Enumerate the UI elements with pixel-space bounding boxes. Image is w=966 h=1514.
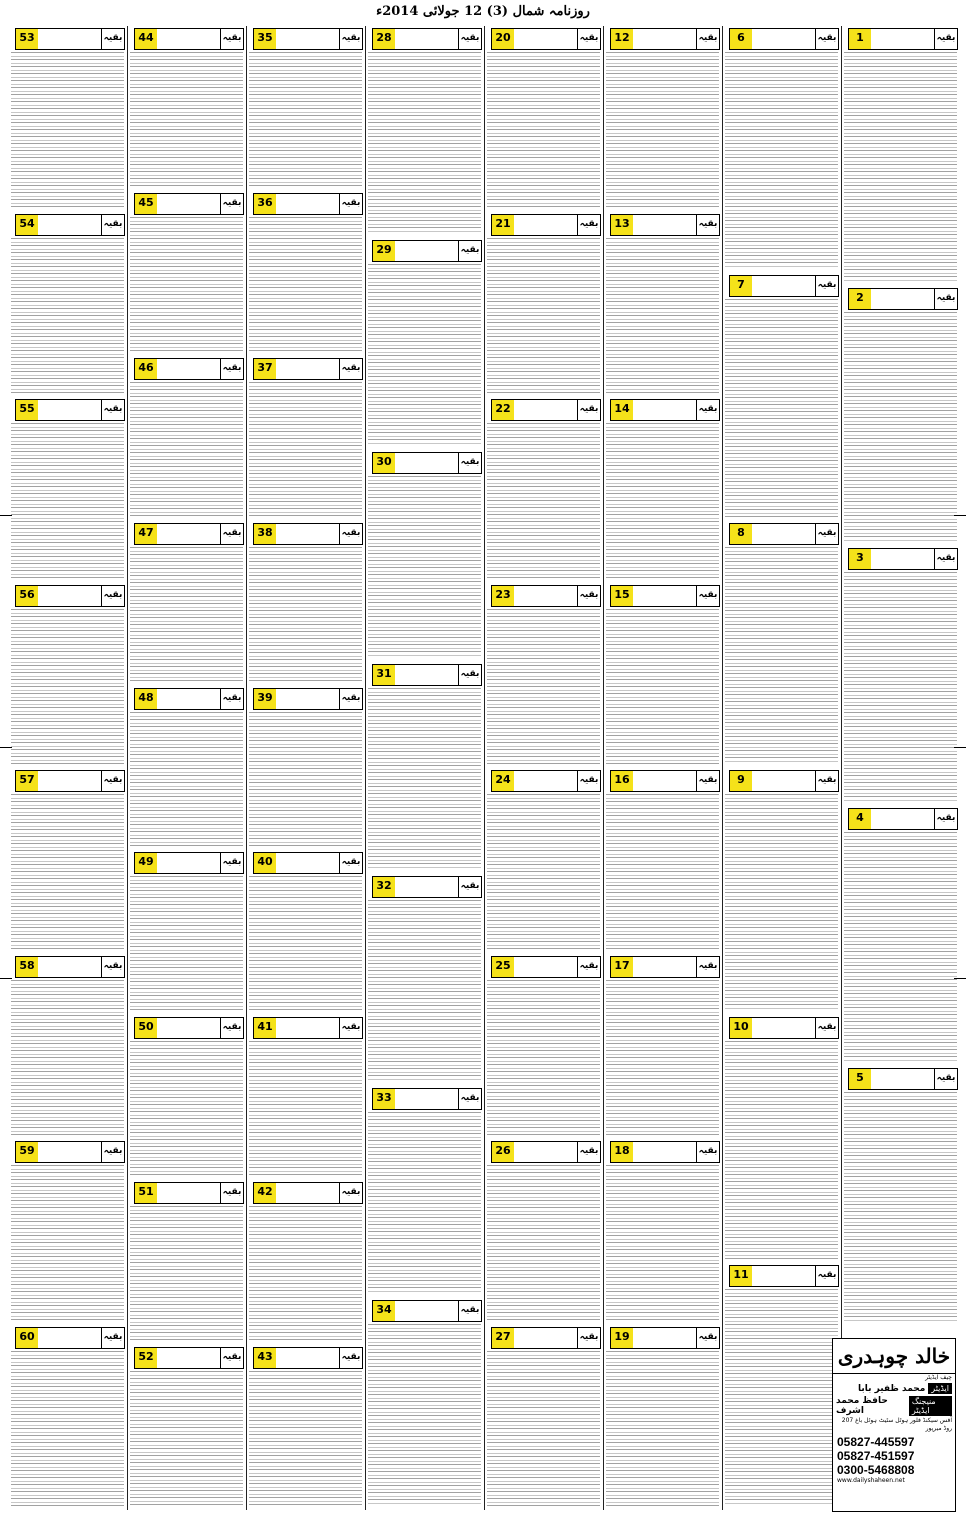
article-text-block — [130, 712, 243, 847]
article-text-block — [487, 980, 600, 1136]
continuation-number: 43 — [254, 1348, 276, 1368]
continuation-tab — [848, 1068, 958, 1090]
continuation-number: 49 — [135, 853, 157, 873]
article-text-block — [249, 52, 362, 187]
continuation-tab — [134, 852, 244, 874]
masthead-title: روزنامہ شمال (3) 12 جولائی 2014ء — [376, 4, 590, 19]
article-text-block — [130, 547, 243, 682]
continuation-label: بقیہ — [934, 289, 957, 309]
article-text-block — [725, 52, 838, 269]
article-text-block — [368, 264, 481, 446]
continuation-tab — [253, 852, 363, 874]
continuation-label: بقیہ — [934, 1069, 957, 1089]
managing-editor-name: حافظ محمد اشرف — [836, 1396, 888, 1416]
article-text-block — [249, 1206, 362, 1341]
continuation-label: بقیہ — [696, 771, 719, 791]
article-text-block — [249, 1371, 362, 1506]
continuation-tab — [610, 399, 720, 421]
article-text-block — [130, 1041, 243, 1176]
continuation-tab — [134, 1017, 244, 1039]
article-text-block — [249, 382, 362, 517]
continuation-label: بقیہ — [101, 215, 124, 235]
column-c2 — [722, 26, 841, 1510]
crop-mark — [954, 515, 966, 516]
continuation-label: بقیہ — [696, 1328, 719, 1348]
continuation-label: بقیہ — [339, 29, 362, 49]
article-text-block — [368, 900, 481, 1082]
continuation-number: 6 — [730, 29, 752, 49]
article-text-block — [11, 794, 124, 950]
article-text-block — [606, 609, 719, 765]
continuation-label: بقیہ — [696, 215, 719, 235]
continuation-number: 23 — [492, 586, 514, 606]
continuation-label: بقیہ — [934, 809, 957, 829]
article-text-block — [11, 423, 124, 579]
continuation-label: بقیہ — [696, 1142, 719, 1162]
continuation-label: بقیہ — [220, 1018, 243, 1038]
continuation-label: بقیہ — [458, 241, 481, 261]
continuation-label: بقیہ — [101, 29, 124, 49]
continuation-tab — [491, 1141, 601, 1163]
continuation-label: بقیہ — [339, 1183, 362, 1203]
continuation-number: 9 — [730, 771, 752, 791]
continuation-number: 37 — [254, 359, 276, 379]
continuation-number: 44 — [135, 29, 157, 49]
article-text-block — [249, 1041, 362, 1176]
continuation-number: 32 — [373, 877, 395, 897]
continuation-tab — [372, 1088, 482, 1110]
column-rule — [603, 26, 604, 1510]
article-text-block — [11, 609, 124, 765]
continuation-label: بقیہ — [934, 549, 957, 569]
continuation-number: 3 — [849, 549, 871, 569]
article-text-block — [249, 217, 362, 352]
continuation-tab — [610, 214, 720, 236]
continuation-tab — [372, 28, 482, 50]
continuation-number: 54 — [16, 215, 38, 235]
crop-mark — [0, 978, 12, 979]
continuation-number: 56 — [16, 586, 38, 606]
continuation-label: بقیہ — [577, 29, 600, 49]
continuation-number: 1 — [849, 29, 871, 49]
continuation-tab — [134, 28, 244, 50]
continuation-tab — [848, 548, 958, 570]
continuation-number: 29 — [373, 241, 395, 261]
continuation-label: بقیہ — [577, 400, 600, 420]
article-text-block — [606, 52, 719, 208]
article-text-block — [844, 572, 957, 802]
continuation-tab — [253, 523, 363, 545]
column-rule — [365, 26, 366, 1510]
continuation-tab — [253, 1017, 363, 1039]
continuation-tab — [491, 585, 601, 607]
continuation-label: بقیہ — [696, 957, 719, 977]
continuation-label: بقیہ — [458, 1301, 481, 1321]
article-text-block — [368, 1324, 481, 1506]
column-c8 — [8, 26, 127, 1510]
continuation-label: بقیہ — [220, 524, 243, 544]
continuation-number: 42 — [254, 1183, 276, 1203]
continuation-number: 19 — [611, 1328, 633, 1348]
editor-row — [833, 1382, 955, 1395]
continuation-label: بقیہ — [339, 194, 362, 214]
continuation-number: 11 — [730, 1266, 752, 1286]
continuation-tab — [491, 956, 601, 978]
article-text-block — [11, 980, 124, 1136]
article-text-block — [11, 52, 124, 208]
continuation-number: 2 — [849, 289, 871, 309]
column-rule — [484, 26, 485, 1510]
continuation-tab — [15, 1141, 125, 1163]
article-text-block — [844, 832, 957, 1062]
continuation-number: 60 — [16, 1328, 38, 1348]
article-text-block — [844, 52, 957, 282]
continuation-tab — [372, 452, 482, 474]
article-text-block — [249, 547, 362, 682]
continuation-tab — [372, 876, 482, 898]
crop-mark — [954, 978, 966, 979]
continuation-label: بقیہ — [339, 524, 362, 544]
continuation-label: بقیہ — [577, 771, 600, 791]
continuation-tab — [253, 1182, 363, 1204]
article-text-block — [368, 52, 481, 234]
continuation-label: بقیہ — [339, 1018, 362, 1038]
article-text-block — [606, 423, 719, 579]
continuation-label: بقیہ — [339, 853, 362, 873]
imprint-box — [832, 1338, 956, 1512]
continuation-tab — [848, 288, 958, 310]
article-text-block — [368, 1112, 481, 1294]
continuation-tab — [610, 956, 720, 978]
article-text-block — [606, 794, 719, 950]
continuation-tab — [729, 1017, 839, 1039]
continuation-tab — [15, 399, 125, 421]
crop-mark — [0, 515, 12, 516]
article-text-block — [249, 712, 362, 847]
continuation-number: 59 — [16, 1142, 38, 1162]
continuation-tab — [610, 585, 720, 607]
article-text-block — [130, 217, 243, 352]
column-rule — [127, 26, 128, 1510]
continuation-number: 16 — [611, 771, 633, 791]
continuation-tab — [729, 275, 839, 297]
continuation-tab — [253, 358, 363, 380]
phone-number: 0300-5468808 — [837, 1463, 915, 1477]
continuation-number: 48 — [135, 689, 157, 709]
continuation-label: بقیہ — [101, 1328, 124, 1348]
article-text-block — [725, 794, 838, 1011]
continuation-number: 51 — [135, 1183, 157, 1203]
article-text-block — [487, 794, 600, 950]
newspaper-page — [8, 26, 960, 1510]
continuation-number: 7 — [730, 276, 752, 296]
article-text-block — [844, 312, 957, 542]
continuation-number: 15 — [611, 586, 633, 606]
continuation-number: 22 — [492, 400, 514, 420]
continuation-number: 47 — [135, 524, 157, 544]
continuation-tab — [610, 1327, 720, 1349]
continuation-number: 36 — [254, 194, 276, 214]
article-text-block — [487, 52, 600, 208]
continuation-number: 4 — [849, 809, 871, 829]
continuation-label: بقیہ — [458, 877, 481, 897]
continuation-label: بقیہ — [815, 1266, 838, 1286]
phone-number: 05827-451597 — [837, 1449, 915, 1463]
continuation-number: 18 — [611, 1142, 633, 1162]
continuation-label: بقیہ — [696, 586, 719, 606]
article-text-block — [130, 1371, 243, 1506]
article-text-block — [11, 1165, 124, 1321]
office-address: 207 آفس سیکنڈ فلور ہوٹل سٹیٹ ہوٹل باغ روڈ میرپور — [841, 1417, 952, 1432]
continuation-label: بقیہ — [220, 689, 243, 709]
continuation-tab — [848, 808, 958, 830]
continuation-tab — [15, 214, 125, 236]
continuation-tab — [253, 193, 363, 215]
column-rule — [246, 26, 247, 1510]
continuation-tab — [729, 28, 839, 50]
article-text-block — [130, 52, 243, 187]
continuation-number: 20 — [492, 29, 514, 49]
continuation-tab — [729, 523, 839, 545]
continuation-tab — [134, 193, 244, 215]
continuation-number: 50 — [135, 1018, 157, 1038]
continuation-label: بقیہ — [101, 586, 124, 606]
chief-editor-label: چیف ایڈیٹر — [925, 1374, 952, 1381]
continuation-tab — [491, 28, 601, 50]
continuation-tab — [253, 1347, 363, 1369]
article-text-block — [725, 547, 838, 764]
managing-editor-chip: منیجنگ ایڈیٹر — [909, 1396, 952, 1416]
continuation-tab — [15, 585, 125, 607]
crop-mark — [0, 747, 12, 748]
continuation-tab — [134, 1182, 244, 1204]
continuation-number: 41 — [254, 1018, 276, 1038]
continuation-label: بقیہ — [815, 276, 838, 296]
continuation-label: بقیہ — [220, 29, 243, 49]
column-c6 — [246, 26, 365, 1510]
column-rule — [722, 26, 723, 1510]
continuation-number: 21 — [492, 215, 514, 235]
continuation-label: بقیہ — [220, 1183, 243, 1203]
continuation-tab — [134, 358, 244, 380]
article-text-block — [844, 1092, 957, 1322]
article-text-block — [249, 876, 362, 1011]
continuation-label: بقیہ — [577, 586, 600, 606]
continuation-tab — [491, 214, 601, 236]
article-text-block — [487, 238, 600, 394]
continuation-tab — [729, 770, 839, 792]
continuation-tab — [372, 1300, 482, 1322]
continuation-number: 27 — [492, 1328, 514, 1348]
article-text-block — [487, 1351, 600, 1507]
continuation-number: 28 — [373, 29, 395, 49]
phone-list — [833, 1433, 955, 1477]
continuation-label: بقیہ — [339, 689, 362, 709]
continuation-number: 13 — [611, 215, 633, 235]
continuation-label: بقیہ — [339, 359, 362, 379]
column-c1 — [841, 26, 960, 1510]
continuation-label: بقیہ — [220, 194, 243, 214]
continuation-tab — [15, 770, 125, 792]
article-text-block — [606, 980, 719, 1136]
article-text-block — [606, 238, 719, 394]
continuation-label: بقیہ — [934, 29, 957, 49]
managing-editor-row — [833, 1395, 955, 1417]
continuation-number: 24 — [492, 771, 514, 791]
continuation-number: 46 — [135, 359, 157, 379]
editor-chip: ایڈیٹر — [928, 1383, 952, 1394]
continuation-label: بقیہ — [101, 771, 124, 791]
website-text: www.dailyshaheen.net — [837, 1477, 905, 1484]
continuation-label: بقیہ — [220, 359, 243, 379]
continuation-tab — [15, 956, 125, 978]
continuation-tab — [491, 1327, 601, 1349]
article-text-block — [130, 1206, 243, 1341]
continuation-tab — [15, 1327, 125, 1349]
continuation-label: بقیہ — [101, 400, 124, 420]
continuation-number: 30 — [373, 453, 395, 473]
continuation-label: بقیہ — [577, 215, 600, 235]
continuation-number: 5 — [849, 1069, 871, 1089]
continuation-tab — [253, 28, 363, 50]
continuation-label: بقیہ — [339, 1348, 362, 1368]
continuation-label: بقیہ — [577, 1328, 600, 1348]
continuation-tab — [610, 770, 720, 792]
article-text-block — [725, 1041, 838, 1258]
continuation-tab — [134, 1347, 244, 1369]
continuation-number: 52 — [135, 1348, 157, 1368]
article-text-block — [368, 476, 481, 658]
article-text-block — [487, 609, 600, 765]
continuation-tab — [491, 399, 601, 421]
continuation-label: بقیہ — [815, 524, 838, 544]
continuation-label: بقیہ — [458, 1089, 481, 1109]
article-text-block — [130, 382, 243, 517]
continuation-number: 40 — [254, 853, 276, 873]
continuation-number: 57 — [16, 771, 38, 791]
continuation-label: بقیہ — [101, 957, 124, 977]
continuation-number: 8 — [730, 524, 752, 544]
continuation-number: 34 — [373, 1301, 395, 1321]
continuation-number: 55 — [16, 400, 38, 420]
continuation-number: 45 — [135, 194, 157, 214]
column-c5 — [365, 26, 484, 1510]
article-text-block — [487, 1165, 600, 1321]
masthead — [0, 0, 966, 28]
continuation-label: بقیہ — [815, 29, 838, 49]
continuation-number: 39 — [254, 689, 276, 709]
continuation-tab — [134, 523, 244, 545]
continuation-label: بقیہ — [696, 29, 719, 49]
continuation-tab — [491, 770, 601, 792]
continuation-tab — [729, 1265, 839, 1287]
article-text-block — [11, 238, 124, 394]
continuation-number: 35 — [254, 29, 276, 49]
column-c3 — [603, 26, 722, 1510]
column-c7 — [127, 26, 246, 1510]
continuation-number: 53 — [16, 29, 38, 49]
article-text-block — [130, 876, 243, 1011]
continuation-number: 14 — [611, 400, 633, 420]
continuation-number: 26 — [492, 1142, 514, 1162]
editor-name: محمد ظفیر بابا — [857, 1383, 926, 1394]
continuation-label: بقیہ — [458, 665, 481, 685]
continuation-label: بقیہ — [220, 853, 243, 873]
continuation-tab — [372, 240, 482, 262]
continuation-number: 33 — [373, 1089, 395, 1109]
column-c4 — [484, 26, 603, 1510]
crop-mark — [954, 747, 966, 748]
article-text-block — [725, 299, 838, 516]
article-text-block — [606, 1165, 719, 1321]
continuation-label: بقیہ — [458, 29, 481, 49]
continuation-tab — [848, 28, 958, 50]
continuation-label: بقیہ — [815, 771, 838, 791]
continuation-tab — [610, 1141, 720, 1163]
continuation-number: 10 — [730, 1018, 752, 1038]
newspaper-logo: خالد چوہدری — [833, 1339, 955, 1374]
continuation-number: 17 — [611, 957, 633, 977]
continuation-number: 58 — [16, 957, 38, 977]
continuation-label: بقیہ — [815, 1018, 838, 1038]
continuation-number: 38 — [254, 524, 276, 544]
continuation-number: 12 — [611, 29, 633, 49]
continuation-tab — [253, 688, 363, 710]
article-text-block — [725, 1289, 838, 1506]
continuation-tab — [15, 28, 125, 50]
continuation-label: بقیہ — [577, 1142, 600, 1162]
continuation-label: بقیہ — [220, 1348, 243, 1368]
phone-number: 05827-445597 — [837, 1435, 915, 1449]
article-text-block — [11, 1351, 124, 1507]
continuation-number: 25 — [492, 957, 514, 977]
continuation-label: بقیہ — [101, 1142, 124, 1162]
continuation-label: بقیہ — [458, 453, 481, 473]
continuation-label: بقیہ — [696, 400, 719, 420]
column-rule — [841, 26, 842, 1510]
continuation-tab — [134, 688, 244, 710]
article-text-block — [487, 423, 600, 579]
continuation-tab — [610, 28, 720, 50]
article-text-block — [606, 1351, 719, 1507]
continuation-number: 31 — [373, 665, 395, 685]
continuation-label: بقیہ — [577, 957, 600, 977]
continuation-tab — [372, 664, 482, 686]
article-text-block — [368, 688, 481, 870]
